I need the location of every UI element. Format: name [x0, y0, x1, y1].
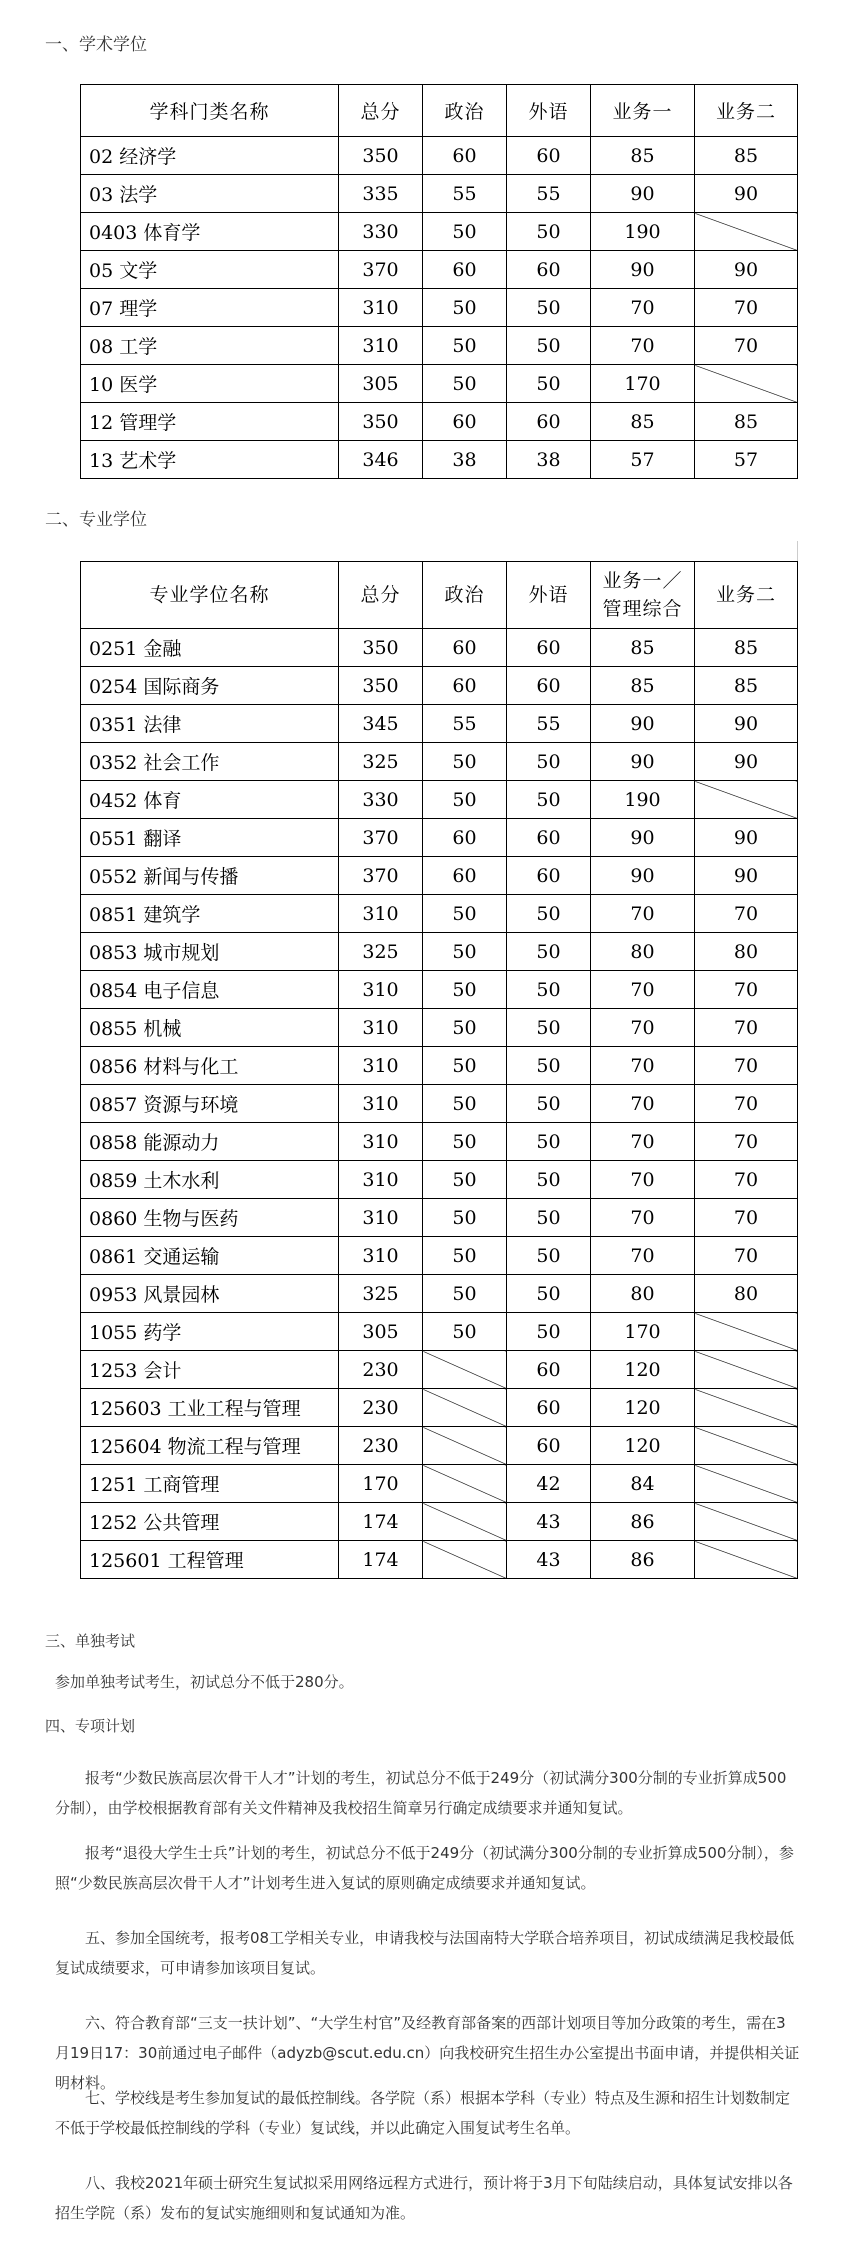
note-paragraph: 八、我校2021年硕士研究生复试拟采用网络远程方式进行，预计将于3月下旬陆续启动，具体复试安排以各招生学院（系）发布的复试实施细则和复试通知为准。 [55, 2174, 793, 2222]
score-cell: 70 [695, 289, 798, 327]
score-cell: 310 [339, 1123, 423, 1161]
score-cell: 85 [695, 137, 798, 175]
program-name-cell: 0854 电子信息 [81, 971, 339, 1009]
score-cell: 60 [423, 137, 507, 175]
table-row [81, 971, 798, 1009]
score-cell: 50 [507, 1161, 591, 1199]
table-row [81, 365, 798, 403]
score-cell: 43 [507, 1503, 591, 1541]
score-cell: 60 [507, 251, 591, 289]
score-cell: 370 [339, 857, 423, 895]
not-applicable-cell [695, 1427, 798, 1465]
score-cell: 85 [591, 667, 695, 705]
column-header: 学科门类名称 [81, 85, 339, 137]
score-cell: 55 [507, 175, 591, 213]
not-applicable-cell [423, 1389, 507, 1427]
table-row [81, 857, 798, 895]
score-cell: 50 [423, 365, 507, 403]
table-row [81, 137, 798, 175]
score-cell: 60 [507, 1351, 591, 1389]
score-cell: 330 [339, 781, 423, 819]
score-cell: 350 [339, 667, 423, 705]
score-cell: 174 [339, 1541, 423, 1579]
score-cell: 50 [423, 1275, 507, 1313]
score-cell: 50 [507, 933, 591, 971]
column-header: 业务二 [695, 85, 798, 137]
table-row [81, 1503, 798, 1541]
score-cell: 90 [695, 743, 798, 781]
score-cell: 174 [339, 1503, 423, 1541]
score-cell: 85 [591, 629, 695, 667]
score-cell: 50 [507, 1237, 591, 1275]
not-applicable-cell [423, 1351, 507, 1389]
table-row [81, 1427, 798, 1465]
score-cell: 230 [339, 1389, 423, 1427]
score-cell: 305 [339, 365, 423, 403]
score-cell: 50 [423, 327, 507, 365]
column-header: 政治 [423, 562, 507, 629]
not-applicable-cell [695, 1465, 798, 1503]
score-cell: 370 [339, 819, 423, 857]
score-cell: 60 [507, 819, 591, 857]
score-cell: 86 [591, 1541, 695, 1579]
program-name-cell: 1253 会计 [81, 1351, 339, 1389]
score-cell: 190 [591, 213, 695, 251]
score-cell: 50 [507, 365, 591, 403]
score-cell: 50 [423, 1313, 507, 1351]
score-cell: 60 [423, 629, 507, 667]
table-row [81, 705, 798, 743]
table-row [81, 1009, 798, 1047]
score-cell: 50 [507, 213, 591, 251]
table-row [81, 175, 798, 213]
score-cell: 60 [507, 857, 591, 895]
program-name-cell: 08 工学 [81, 327, 339, 365]
score-cell: 90 [591, 705, 695, 743]
note-paragraph: 七、学校线是考生参加复试的最低控制线。各学院（系）根据本学科（专业）特点及生源和招生计划数制定不低于学校最低控制线的学科（专业）复试线，并以此确定入围复试考生名单。 [55, 2089, 791, 2137]
not-applicable-cell [695, 1313, 798, 1351]
program-name-cell: 0859 土木水利 [81, 1161, 339, 1199]
column-header: 专业学位名称 [81, 562, 339, 629]
not-applicable-cell [695, 1503, 798, 1541]
score-cell: 90 [695, 819, 798, 857]
column-header: 外语 [507, 85, 591, 137]
program-name-cell: 0858 能源动力 [81, 1123, 339, 1161]
score-cell: 85 [591, 137, 695, 175]
program-name-cell: 1055 药学 [81, 1313, 339, 1351]
score-cell: 70 [591, 1047, 695, 1085]
score-cell: 60 [507, 1427, 591, 1465]
score-cell: 350 [339, 403, 423, 441]
score-cell: 70 [591, 1237, 695, 1275]
score-cell: 335 [339, 175, 423, 213]
score-cell: 50 [507, 1313, 591, 1351]
table-row [81, 213, 798, 251]
score-cell: 310 [339, 895, 423, 933]
program-name-cell: 0853 城市规划 [81, 933, 339, 971]
not-applicable-cell [695, 213, 798, 251]
score-cell: 70 [591, 1085, 695, 1123]
score-cell: 310 [339, 971, 423, 1009]
score-cell: 50 [423, 1009, 507, 1047]
table-row [81, 1275, 798, 1313]
score-cell: 85 [695, 629, 798, 667]
program-name-cell: 0855 机械 [81, 1009, 339, 1047]
score-cell: 230 [339, 1427, 423, 1465]
score-cell: 60 [423, 403, 507, 441]
note-paragraph: 六、符合教育部“三支一扶计划”、“大学生村官”及经教育部备案的西部计划项目等加分政策的考生，需在3月19日17：30前通过电子邮件（adyzb@scut.edu.cn）向我校研究生招生办公室提出书面申请，并提供相关证明材料。 [55, 2014, 800, 2092]
score-cell: 50 [507, 1009, 591, 1047]
score-cell: 90 [695, 175, 798, 213]
score-cell: 50 [423, 289, 507, 327]
score-cell: 50 [507, 971, 591, 1009]
table-row [81, 1047, 798, 1085]
score-cell: 85 [695, 403, 798, 441]
score-cell: 90 [591, 251, 695, 289]
not-applicable-cell [695, 365, 798, 403]
score-cell: 305 [339, 1313, 423, 1351]
not-applicable-cell [695, 1351, 798, 1389]
score-cell: 70 [591, 327, 695, 365]
not-applicable-cell [695, 781, 798, 819]
score-cell: 70 [591, 289, 695, 327]
score-cell: 80 [591, 1275, 695, 1313]
column-header: 总分 [339, 85, 423, 137]
score-cell: 325 [339, 1275, 423, 1313]
score-cell: 85 [591, 403, 695, 441]
score-cell: 55 [423, 705, 507, 743]
score-cell: 80 [695, 1275, 798, 1313]
score-cell: 50 [507, 289, 591, 327]
score-cell: 70 [695, 1047, 798, 1085]
score-cell: 60 [423, 251, 507, 289]
table-row [81, 667, 798, 705]
score-cell: 70 [695, 1009, 798, 1047]
score-cell: 50 [423, 781, 507, 819]
score-cell: 55 [507, 705, 591, 743]
table-row [81, 441, 798, 479]
score-cell: 70 [695, 1237, 798, 1275]
score-cell: 70 [695, 1123, 798, 1161]
score-cell: 57 [591, 441, 695, 479]
table-row [81, 289, 798, 327]
score-cell: 50 [423, 1123, 507, 1161]
score-cell: 90 [695, 705, 798, 743]
column-header: 业务二 [695, 562, 798, 629]
program-name-cell: 05 文学 [81, 251, 339, 289]
score-cell: 325 [339, 743, 423, 781]
program-name-cell: 125601 工程管理 [81, 1541, 339, 1579]
column-header: 政治 [423, 85, 507, 137]
program-name-cell: 02 经济学 [81, 137, 339, 175]
program-name-cell: 0452 体育 [81, 781, 339, 819]
score-cell: 50 [423, 1199, 507, 1237]
table-row [81, 1237, 798, 1275]
table-row [81, 327, 798, 365]
program-name-cell: 12 管理学 [81, 403, 339, 441]
table-row [81, 1351, 798, 1389]
program-name-cell: 0856 材料与化工 [81, 1047, 339, 1085]
score-cell: 310 [339, 327, 423, 365]
score-cell: 310 [339, 289, 423, 327]
score-cell: 70 [591, 1009, 695, 1047]
score-cell: 50 [423, 743, 507, 781]
score-cell: 230 [339, 1351, 423, 1389]
note-paragraph: 五、参加全国统考，报考08工学相关专业，申请我校与法国南特大学联合培养项目，初试成绩满足我校最低复试成绩要求，可申请参加该项目复试。 [55, 1929, 795, 1977]
professional-degree-table [80, 561, 798, 1579]
score-cell: 170 [339, 1465, 423, 1503]
program-name-cell: 0953 风景园林 [81, 1275, 339, 1313]
program-name-cell: 10 医学 [81, 365, 339, 403]
table-row [81, 1465, 798, 1503]
table-row [81, 1123, 798, 1161]
not-applicable-cell [423, 1541, 507, 1579]
program-name-cell: 1252 公共管理 [81, 1503, 339, 1541]
academic-degree-table [80, 84, 798, 479]
score-cell: 86 [591, 1503, 695, 1541]
table-row [81, 1161, 798, 1199]
score-cell: 60 [423, 857, 507, 895]
score-cell: 50 [507, 743, 591, 781]
score-cell: 310 [339, 1047, 423, 1085]
score-cell: 50 [507, 895, 591, 933]
program-name-cell: 0857 资源与环境 [81, 1085, 339, 1123]
score-cell: 50 [507, 1085, 591, 1123]
column-header: 外语 [507, 562, 591, 629]
section4-paragraph: 报考“退役大学生士兵”计划的考生，初试总分不低于249分（初试满分300分制的专业折算成500分制），参照“少数民族高层次骨干人才”计划考生进入复试的原则确定成绩要求并通知复试。 [55, 1844, 794, 1892]
score-cell: 50 [423, 933, 507, 971]
program-name-cell: 13 艺术学 [81, 441, 339, 479]
program-name-cell: 0251 金融 [81, 629, 339, 667]
section1-heading: 一、学术学位 [45, 35, 147, 55]
program-name-cell: 03 法学 [81, 175, 339, 213]
score-cell: 50 [423, 971, 507, 1009]
section4-paragraph: 报考“少数民族高层次骨干人才”计划的考生，初试总分不低于249分（初试满分300分制的专业折算成500分制），由学校根据教育部有关文件精神及我校招生简章另行确定成绩要求并通知复试。 [55, 1769, 787, 1817]
score-cell: 70 [591, 895, 695, 933]
score-cell: 310 [339, 1085, 423, 1123]
column-header [591, 562, 695, 629]
column-header-line: 管理综合 [602, 598, 683, 620]
score-cell: 350 [339, 629, 423, 667]
score-cell: 84 [591, 1465, 695, 1503]
score-cell: 60 [423, 667, 507, 705]
score-cell: 57 [695, 441, 798, 479]
program-name-cell: 07 理学 [81, 289, 339, 327]
section3-heading: 三、单独考试 [45, 1632, 136, 1650]
table-row [81, 895, 798, 933]
score-cell: 70 [695, 895, 798, 933]
program-name-cell: 0254 国际商务 [81, 667, 339, 705]
score-cell: 50 [423, 895, 507, 933]
score-cell: 50 [423, 1237, 507, 1275]
score-cell: 50 [423, 1085, 507, 1123]
score-cell: 60 [507, 629, 591, 667]
column-header-line: 业务一／ [602, 570, 683, 592]
score-cell: 50 [507, 781, 591, 819]
score-cell: 70 [695, 327, 798, 365]
table-row [81, 629, 798, 667]
score-cell: 50 [423, 1047, 507, 1085]
score-cell: 90 [591, 819, 695, 857]
score-cell: 70 [591, 1123, 695, 1161]
table-row [81, 1313, 798, 1351]
score-cell: 350 [339, 137, 423, 175]
score-cell: 70 [591, 971, 695, 1009]
score-cell: 90 [591, 743, 695, 781]
score-cell: 50 [507, 1275, 591, 1313]
not-applicable-cell [695, 1389, 798, 1427]
score-cell: 90 [695, 251, 798, 289]
program-name-cell: 125604 物流工程与管理 [81, 1427, 339, 1465]
score-cell: 170 [591, 365, 695, 403]
score-cell: 70 [695, 1199, 798, 1237]
program-name-cell: 0352 社会工作 [81, 743, 339, 781]
score-cell: 170 [591, 1313, 695, 1351]
score-cell: 310 [339, 1199, 423, 1237]
score-cell: 60 [507, 137, 591, 175]
table-top-rule [797, 541, 798, 561]
score-cell: 50 [423, 1161, 507, 1199]
score-cell: 38 [423, 441, 507, 479]
score-cell: 85 [695, 667, 798, 705]
score-cell: 80 [695, 933, 798, 971]
score-cell: 90 [591, 175, 695, 213]
score-cell: 43 [507, 1541, 591, 1579]
score-cell: 120 [591, 1427, 695, 1465]
score-cell: 330 [339, 213, 423, 251]
program-name-cell: 0860 生物与医药 [81, 1199, 339, 1237]
table-row [81, 1541, 798, 1579]
score-cell: 310 [339, 1237, 423, 1275]
score-cell: 90 [695, 857, 798, 895]
score-cell: 50 [507, 1123, 591, 1161]
program-name-cell: 0351 法律 [81, 705, 339, 743]
score-cell: 345 [339, 705, 423, 743]
table-row [81, 781, 798, 819]
score-cell: 120 [591, 1351, 695, 1389]
score-cell: 70 [695, 971, 798, 1009]
score-cell: 60 [423, 819, 507, 857]
table-row [81, 403, 798, 441]
not-applicable-cell [423, 1503, 507, 1541]
table-row [81, 819, 798, 857]
program-name-cell: 0403 体育学 [81, 213, 339, 251]
table-row [81, 1389, 798, 1427]
score-cell: 50 [423, 213, 507, 251]
program-name-cell: 0851 建筑学 [81, 895, 339, 933]
score-cell: 38 [507, 441, 591, 479]
table-row [81, 933, 798, 971]
not-applicable-cell [423, 1427, 507, 1465]
score-cell: 310 [339, 1009, 423, 1047]
table-row [81, 1199, 798, 1237]
score-cell: 70 [695, 1085, 798, 1123]
program-name-cell: 0552 新闻与传播 [81, 857, 339, 895]
section3-text: 参加单独考试考生，初试总分不低于280分。 [55, 1673, 354, 1691]
score-cell: 50 [507, 327, 591, 365]
table-row [81, 1085, 798, 1123]
score-cell: 60 [507, 403, 591, 441]
score-cell: 120 [591, 1389, 695, 1427]
program-name-cell: 0551 翻译 [81, 819, 339, 857]
score-cell: 90 [591, 857, 695, 895]
score-cell: 70 [591, 1161, 695, 1199]
score-cell: 50 [507, 1047, 591, 1085]
program-name-cell: 1251 工商管理 [81, 1465, 339, 1503]
score-cell: 42 [507, 1465, 591, 1503]
column-header: 业务一 [591, 85, 695, 137]
score-cell: 346 [339, 441, 423, 479]
score-cell: 70 [695, 1161, 798, 1199]
table-row [81, 743, 798, 781]
table-row [81, 251, 798, 289]
score-cell: 55 [423, 175, 507, 213]
score-cell: 60 [507, 1389, 591, 1427]
program-name-cell: 125603 工业工程与管理 [81, 1389, 339, 1427]
score-cell: 310 [339, 1161, 423, 1199]
score-cell: 370 [339, 251, 423, 289]
program-name-cell: 0861 交通运输 [81, 1237, 339, 1275]
score-cell: 80 [591, 933, 695, 971]
column-header: 总分 [339, 562, 423, 629]
score-cell: 325 [339, 933, 423, 971]
section2-heading: 二、专业学位 [45, 510, 147, 530]
not-applicable-cell [695, 1541, 798, 1579]
section4-heading: 四、专项计划 [45, 1717, 136, 1735]
score-cell: 190 [591, 781, 695, 819]
not-applicable-cell [423, 1465, 507, 1503]
score-cell: 70 [591, 1199, 695, 1237]
score-cell: 50 [507, 1199, 591, 1237]
score-cell: 60 [507, 667, 591, 705]
